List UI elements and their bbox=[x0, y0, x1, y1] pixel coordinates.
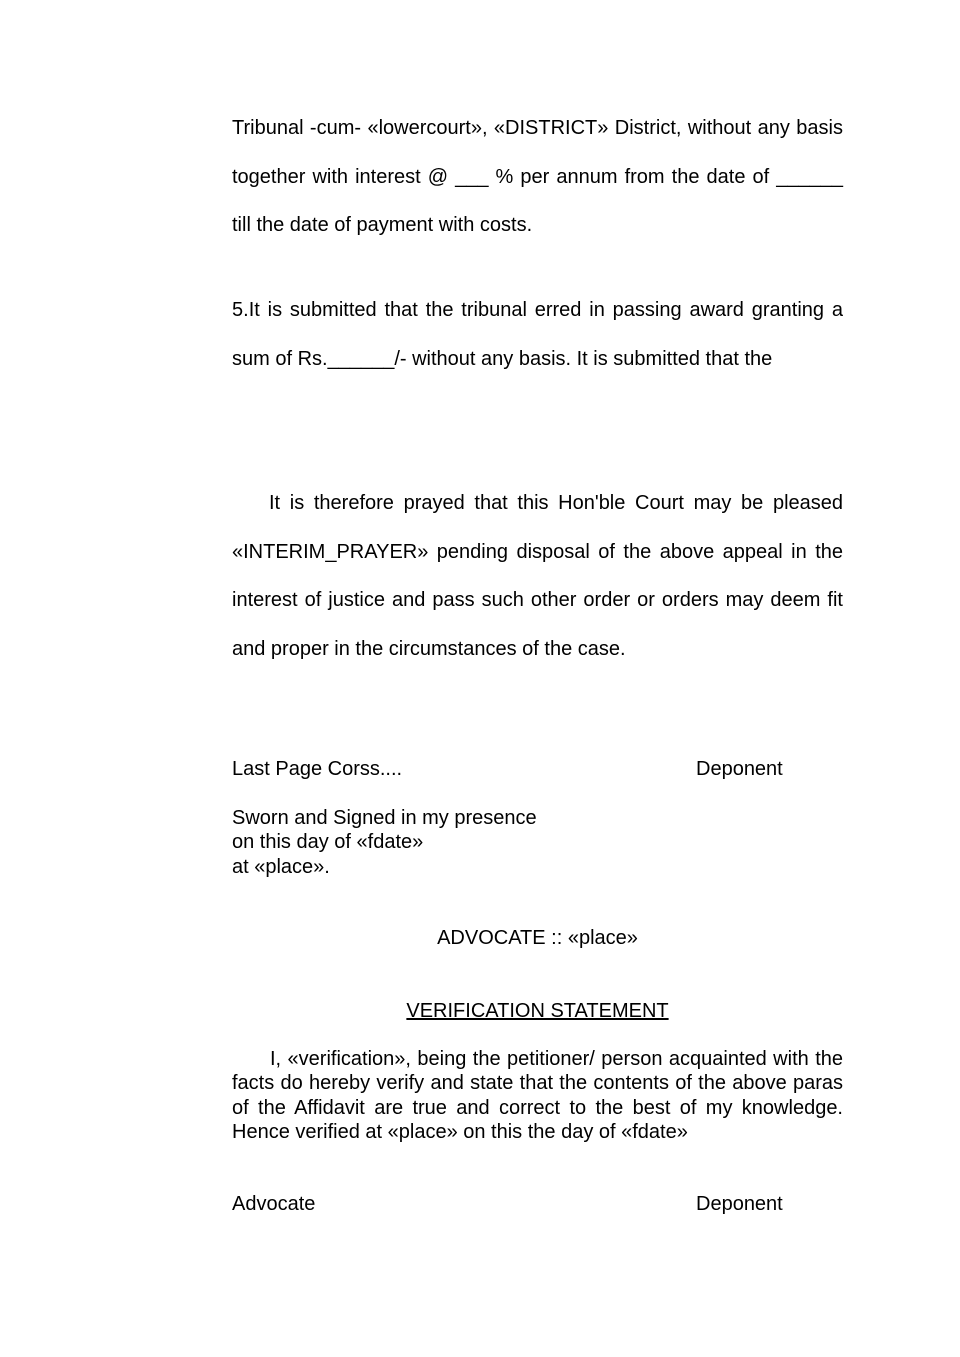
sworn-line-1: Sworn and Signed in my presence bbox=[232, 807, 537, 829]
advocate-label: Advocate bbox=[232, 1193, 316, 1215]
deponent-label-2: Deponent bbox=[696, 1193, 783, 1215]
sworn-line-3: at «place». bbox=[232, 855, 330, 878]
advocate-place-line: ADVOCATE :: «place» bbox=[437, 927, 638, 949]
last-page-label: Last Page Corss.... bbox=[232, 758, 403, 780]
sworn-line-2: on this day of «fdate» bbox=[232, 831, 424, 854]
paragraph-5-text: It is submitted that the tribunal erred in passing award granting a sum of Rs.______/- without any basis. It is submitted that the bbox=[232, 299, 843, 370]
paragraph-prayer: It is therefore prayed that this Hon'ble Court may be pleased «INTERIM_PRAYER» pending disposal of the above appeal in the interest of justice and pass such other order or orders may deem fit and proper in the circumstances of the case. bbox=[232, 492, 843, 660]
paragraph-tribunal-interest: Tribunal -cum- «lowercourt», «DISTRICT» District, without any basis together with interest @ ___ % per annum from the date of ______ till the date of payment with costs. bbox=[232, 117, 843, 236]
paragraph-5 bbox=[232, 286, 843, 383]
paragraph-5-number: 5. bbox=[232, 299, 249, 321]
signature-row-advocate bbox=[232, 1192, 843, 1216]
verification-paragraph: I, «verification», being the petitioner/ person acquainted with the facts do hereby verify and state that the contents of the above paras of the Affidavit are true and correct to the best of my knowledge. Hence verified at «place» on this the day of «fdate» bbox=[232, 1048, 843, 1143]
deponent-label: Deponent bbox=[696, 758, 783, 780]
verification-heading: VERIFICATION STATEMENT bbox=[406, 1000, 669, 1022]
sworn-block bbox=[232, 806, 843, 879]
signature-row-deponent bbox=[232, 757, 843, 781]
